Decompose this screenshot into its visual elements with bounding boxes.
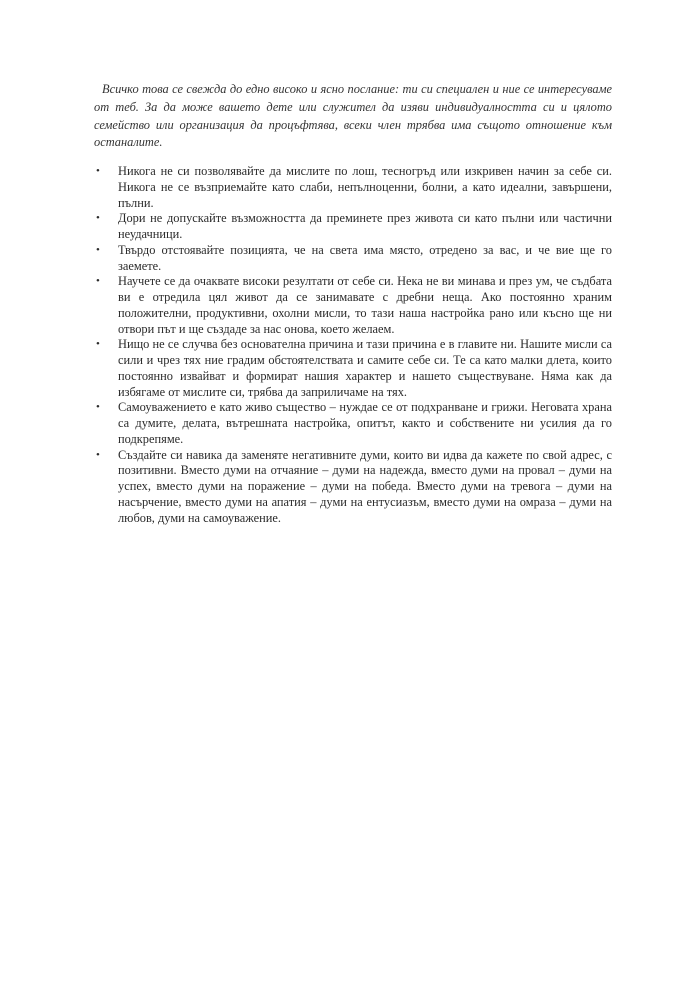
intro-paragraph: Всичко това се свежда до едно високо и ясно послание: ти си специален и ние се интересуваме от теб. За да може вашето дете или служител да изяви индивидуалността си и цялото семейство или организация да процъфтява, всеки член трябва има същото отношение към останалите. bbox=[94, 82, 612, 150]
bullet-icon: • bbox=[96, 243, 100, 256]
list-item bbox=[94, 274, 612, 337]
list-item bbox=[94, 243, 612, 275]
bullet-icon: • bbox=[96, 401, 100, 414]
list-item bbox=[94, 448, 612, 527]
bullet-icon: • bbox=[96, 165, 100, 177]
list-item-text: Твърдо отстоявайте позицията, че на света има място, отредено за вас, и че вие ще го заемете. bbox=[118, 242, 612, 273]
bullet-icon: • bbox=[96, 212, 100, 225]
bullet-icon: • bbox=[96, 275, 100, 288]
bullet-icon: • bbox=[96, 448, 100, 461]
list-item-text: Дори не допускайте възможността да преминете през живота си като пълни или частични неудачници. bbox=[118, 211, 612, 241]
list-item-text: Научете се да очаквате високи резултати от себе си. Нека не ви минава и през ум, че съдбата ви е отредила цял живот да се занимавате с дребни неща. Ако постоянно храним положителни, продуктивни, охолни мисли, то тази наша настройка рано или късно ще ни отвори път и ще създаде за нас онова, което желаем. bbox=[118, 274, 612, 336]
list-item bbox=[94, 400, 612, 447]
bullet-list bbox=[94, 164, 612, 526]
list-item-text: Самоуважението е като живо същество – нуждае се от подхранване и грижи. Неговата храна са думите, делата, вътрешната настройка, опитът, както и собствените ни усилия да го подкрепяме. bbox=[118, 400, 612, 446]
list-item bbox=[94, 211, 612, 243]
list-item bbox=[94, 164, 612, 211]
list-item-text: Никога не си позволявайте да мислите по лош, тесногръд или изкривен начин за себе си. Никога не се възприемайте като слаби, непълноценни, болни, а като идеални, завършени, пълни. bbox=[118, 164, 612, 210]
list-item bbox=[94, 337, 612, 400]
list-item-text: Нищо не се случва без основателна причина и тази причина е в главите ни. Нашите мисли са сили и чрез тях ние градим обстоятелствата и самите себе си. Те са като малки длета, които постоянно извайват и формират нашия характер и нашето съществуване. Няма как да избягаме от мислите си, трябва да заприличаме на тях. bbox=[118, 337, 612, 399]
bullet-icon: • bbox=[96, 338, 100, 351]
list-item-text: Създайте си навика да заменяте негативните думи, които ви идва да кажете по свой адрес, с позитивни. Вместо думи на отчаяние – думи на надежда, вместо думи на провал – думи на успех, вместо думи на поражение – думи на победа. Вместо думи на тревога – думи на насърчение, вместо думи на апатия – думи на ентусиазъм, вместо думи на омраза – думи на любов, думи на самоуважение. bbox=[118, 447, 612, 525]
